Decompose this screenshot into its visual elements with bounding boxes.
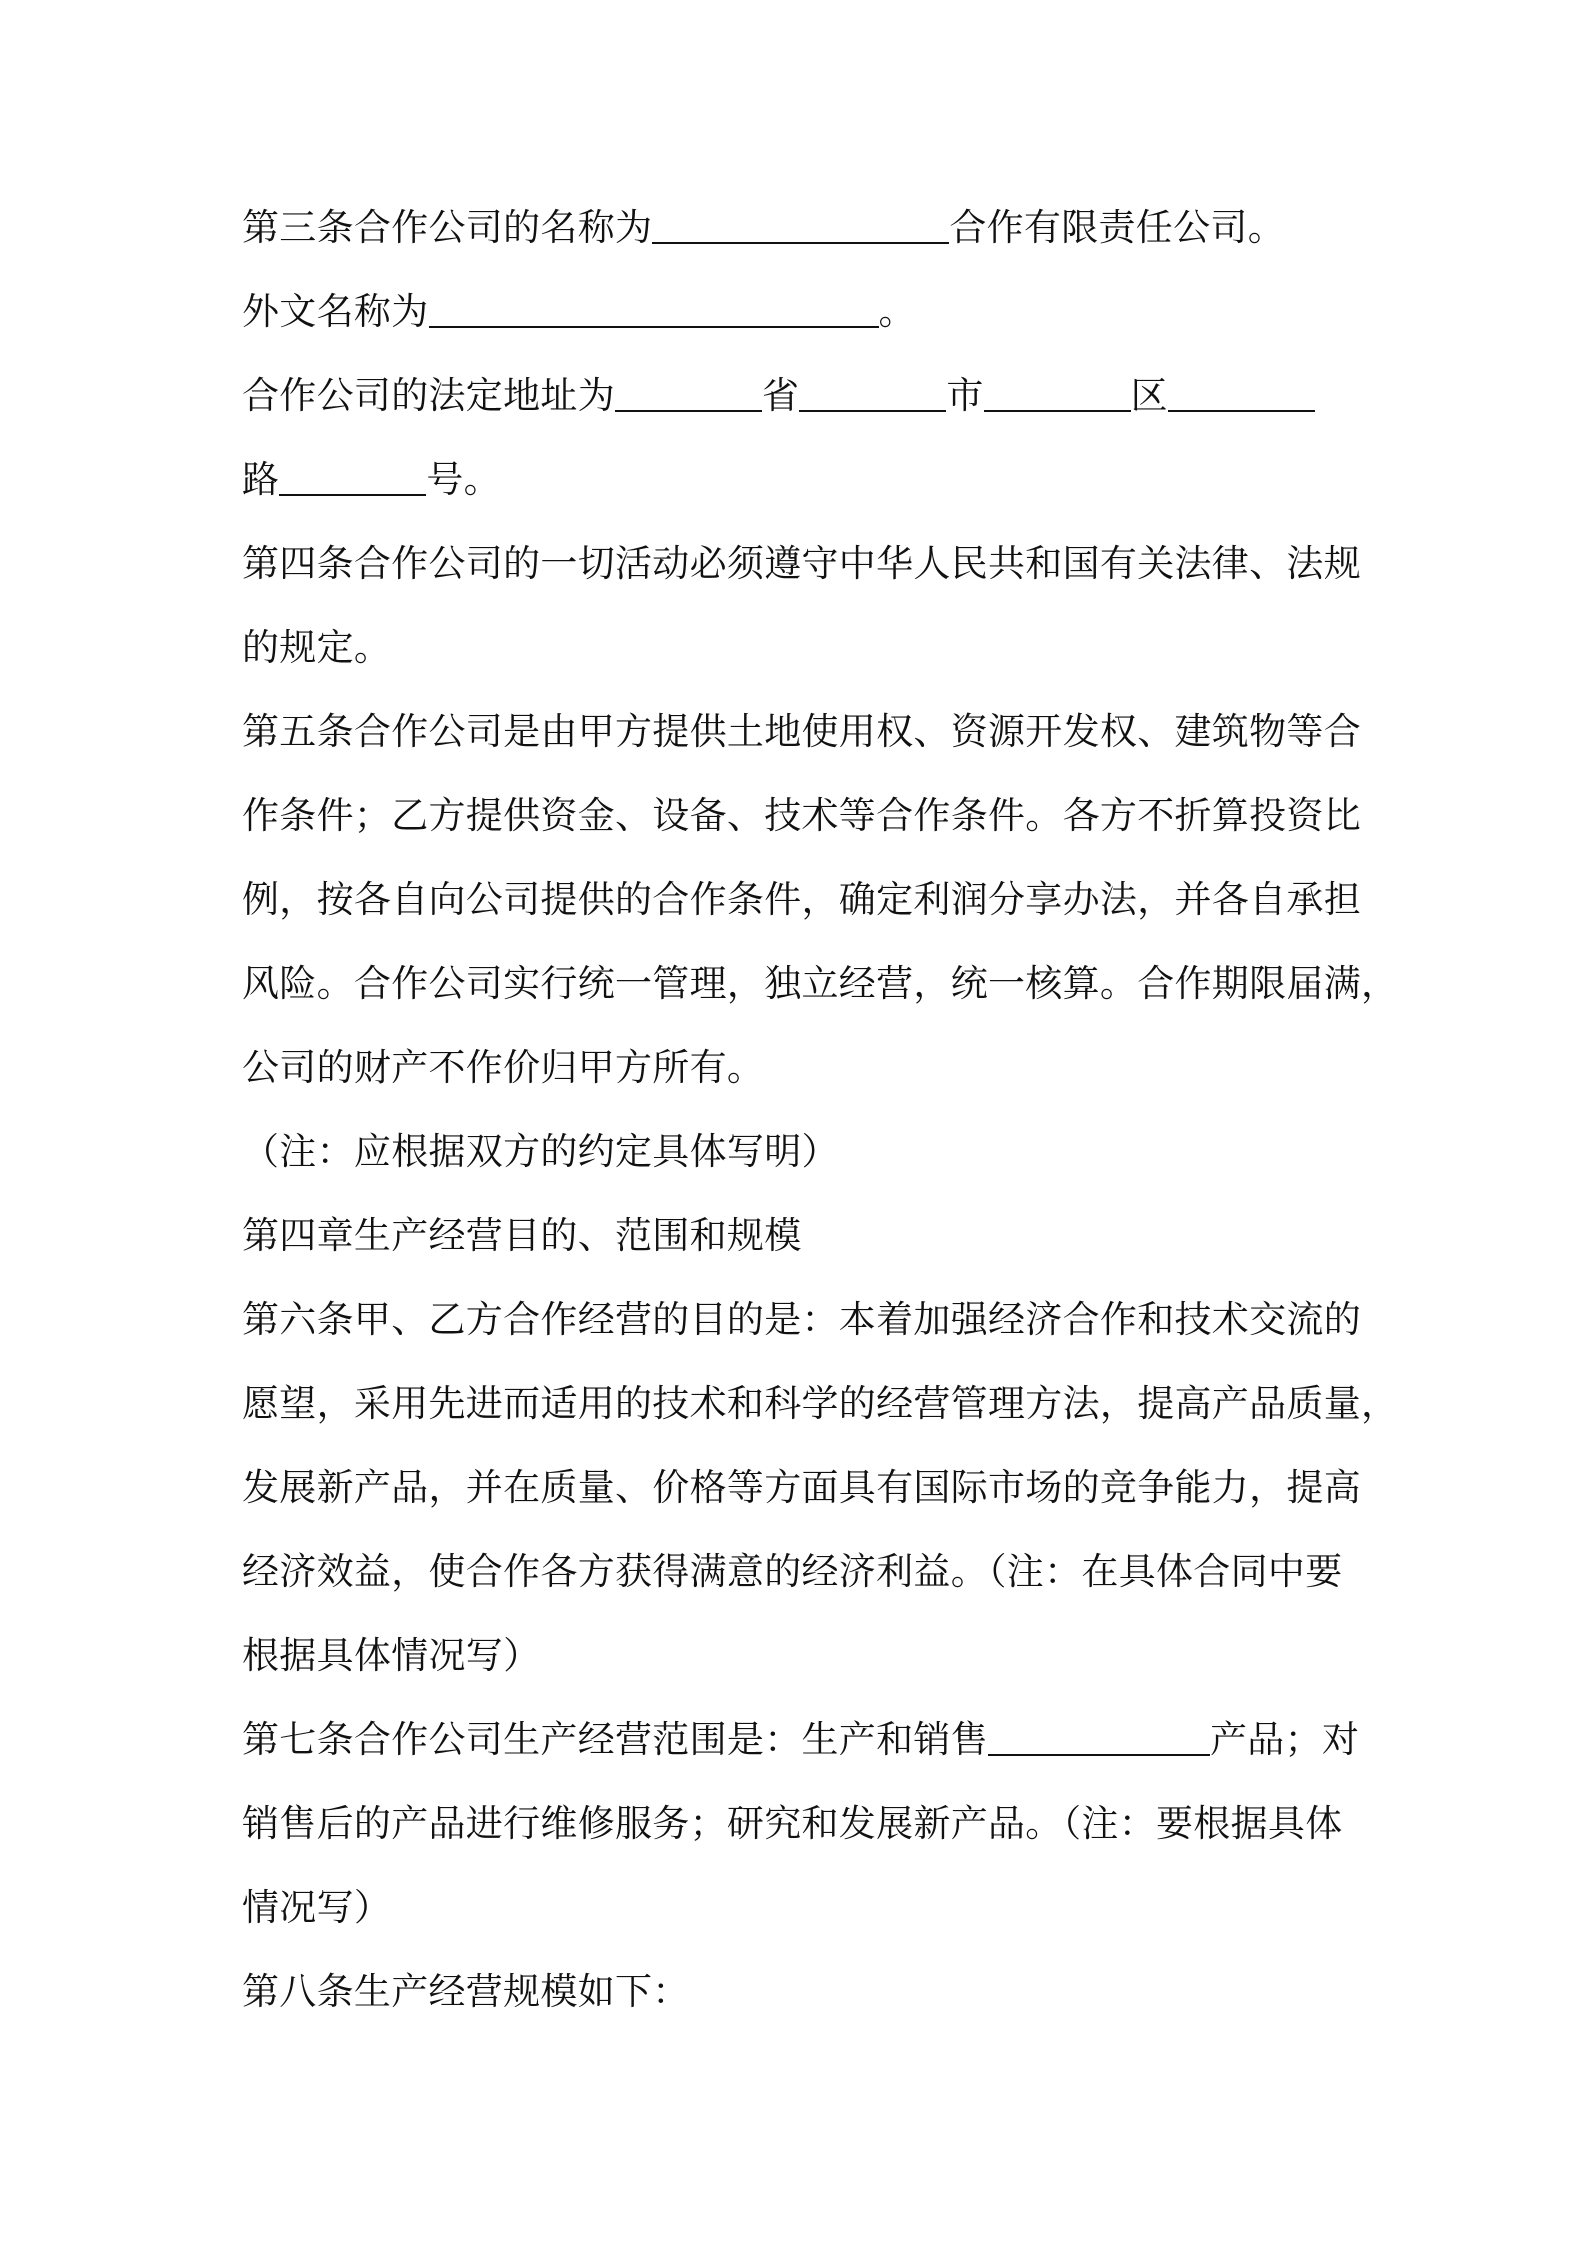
text: 路: [242, 458, 280, 501]
article-6-line: 根据具体情况写）: [242, 1634, 541, 1677]
article-5-note: （注：应根据双方的约定具体写明）: [242, 1130, 839, 1173]
district-blank: [984, 380, 1131, 412]
article-6-line: 发展新产品，并在质量、价格等方面具有国际市场的竞争能力，提高: [242, 1466, 1361, 1509]
article-7-line: 销售后的产品进行维修服务；研究和发展新产品。（注：要根据具体: [242, 1802, 1343, 1845]
article-5-line: 例，按各自向公司提供的合作条件，确定利润分享办法，并各自承担: [242, 878, 1361, 921]
article-5-line: 风险。合作公司实行统一管理，独立经营，统一核算。合作期限届满，: [242, 962, 1399, 1005]
document-page: [242, 186, 1399, 2034]
chapter-4-heading: 第四章生产经营目的、范围和规模: [242, 1214, 802, 1257]
text: 产品；对: [1210, 1718, 1360, 1761]
text: 合作有限责任公司。: [949, 206, 1286, 249]
article-6-line: 愿望，采用先进而适用的技术和科学的经营管理方法，提高产品质量，: [242, 1382, 1399, 1425]
text: 市: [946, 374, 984, 417]
text: 第三条合作公司的名称为: [242, 206, 653, 249]
province-blank: [615, 380, 762, 412]
article-3-line: [242, 270, 1372, 354]
text: 区: [1130, 374, 1168, 417]
text: 省: [762, 374, 800, 417]
text: 第七条合作公司生产经营范围是：生产和销售: [242, 1718, 988, 1761]
article-6-line: 经济效益，使合作各方获得满意的经济利益。（注：在具体合同中要: [242, 1550, 1343, 1593]
article-4-line: 第四条合作公司的一切活动必须遵守中华人民共和国有关法律、法规: [242, 542, 1361, 585]
article-8-line: 第八条生产经营规模如下：: [242, 1970, 690, 2013]
text: 外文名称为: [242, 290, 429, 333]
company-name-blank: [652, 212, 949, 244]
article-7-line: 情况写）: [242, 1886, 392, 1929]
product-blank: [988, 1724, 1210, 1756]
article-5-line: 第五条合作公司是由甲方提供土地使用权、资源开发权、建筑物等合: [242, 710, 1361, 753]
article-6-line: 第六条甲、乙方合作经营的目的是：本着加强经济合作和技术交流的: [242, 1298, 1361, 1341]
number-blank: [279, 464, 426, 496]
road-blank: [1168, 380, 1315, 412]
city-blank: [799, 380, 946, 412]
article-4-line: 的规定。: [242, 626, 392, 669]
text: 号。: [426, 458, 501, 501]
text: 。: [878, 290, 916, 333]
article-3-line: [242, 354, 1372, 438]
article-5-line: 作条件；乙方提供资金、设备、技术等合作条件。各方不折算投资比: [242, 794, 1361, 837]
article-3-line: [242, 186, 1372, 270]
article-3-line: [242, 438, 1372, 522]
foreign-name-blank: [429, 296, 879, 328]
article-7-line: [242, 1698, 1372, 1782]
article-5-line: 公司的财产不作价归甲方所有。: [242, 1046, 765, 1089]
text: 合作公司的法定地址为: [242, 374, 615, 417]
